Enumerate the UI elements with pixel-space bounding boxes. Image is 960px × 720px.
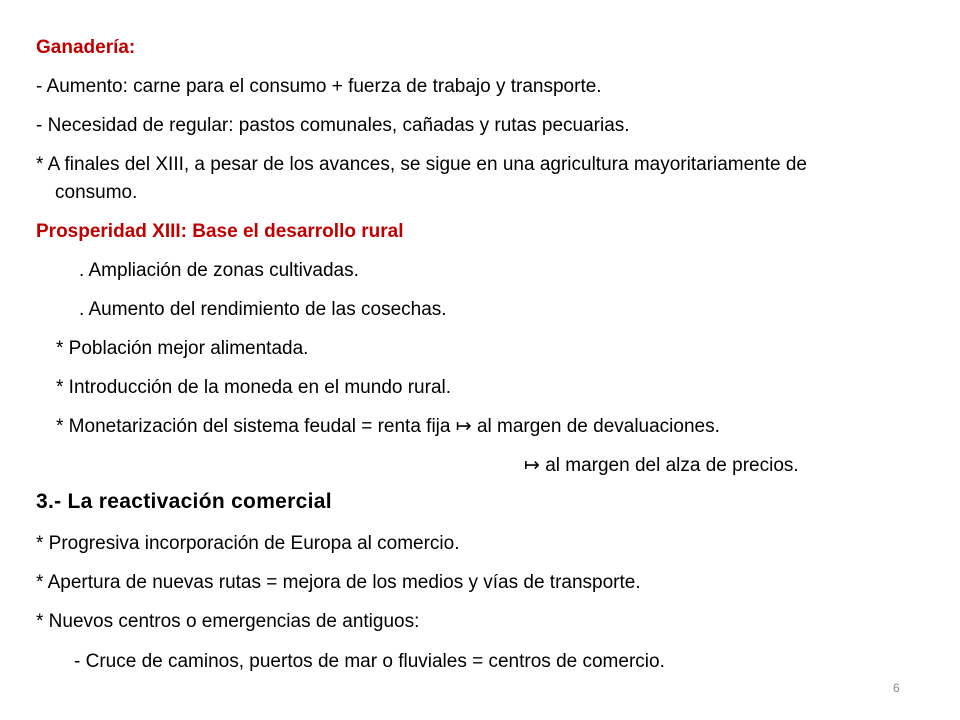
- item-monetarizacion: * Monetarización del sistema feudal = renta fija ↦ al margen de devaluaciones.: [56, 416, 720, 437]
- item-nuevos-centros: * Nuevos centros o emergencias de antiguos:: [36, 611, 420, 632]
- item-incorporacion: * Progresiva incorporación de Europa al comercio.: [36, 533, 460, 554]
- note-finales-xiii-cont: consumo.: [55, 182, 138, 203]
- heading-prosperidad: Prosperidad XIII: Base el desarrollo rural: [36, 221, 404, 242]
- item-poblacion: * Población mejor alimentada.: [56, 338, 309, 359]
- note-finales-xiii: * A finales del XIII, a pesar de los avances, se sigue en una agricultura mayoritariamente de: [36, 154, 808, 175]
- item-apertura: * Apertura de nuevas rutas = mejora de los medios y vías de transporte.: [36, 572, 641, 593]
- item-rendimiento: . Aumento del rendimiento de las cosechas.: [79, 299, 447, 320]
- bullet-aumento: - Aumento: carne para el consumo + fuerza de trabajo y transporte.: [36, 76, 602, 97]
- item-cruce-caminos: - Cruce de caminos, puertos de mar o fluviales = centros de comercio.: [74, 651, 665, 672]
- item-alza-precios: ↦ al margen del alza de precios.: [524, 455, 799, 476]
- bullet-necesidad: - Necesidad de regular: pastos comunales, cañadas y rutas pecuarias.: [36, 115, 630, 136]
- item-ampliacion: . Ampliación de zonas cultivadas.: [79, 260, 359, 281]
- item-moneda: * Introducción de la moneda en el mundo rural.: [56, 377, 452, 398]
- heading-ganaderia: Ganadería:: [36, 37, 136, 58]
- section-heading-reactivacion: 3.- La reactivación comercial: [36, 490, 332, 513]
- page-number: 6: [893, 681, 900, 695]
